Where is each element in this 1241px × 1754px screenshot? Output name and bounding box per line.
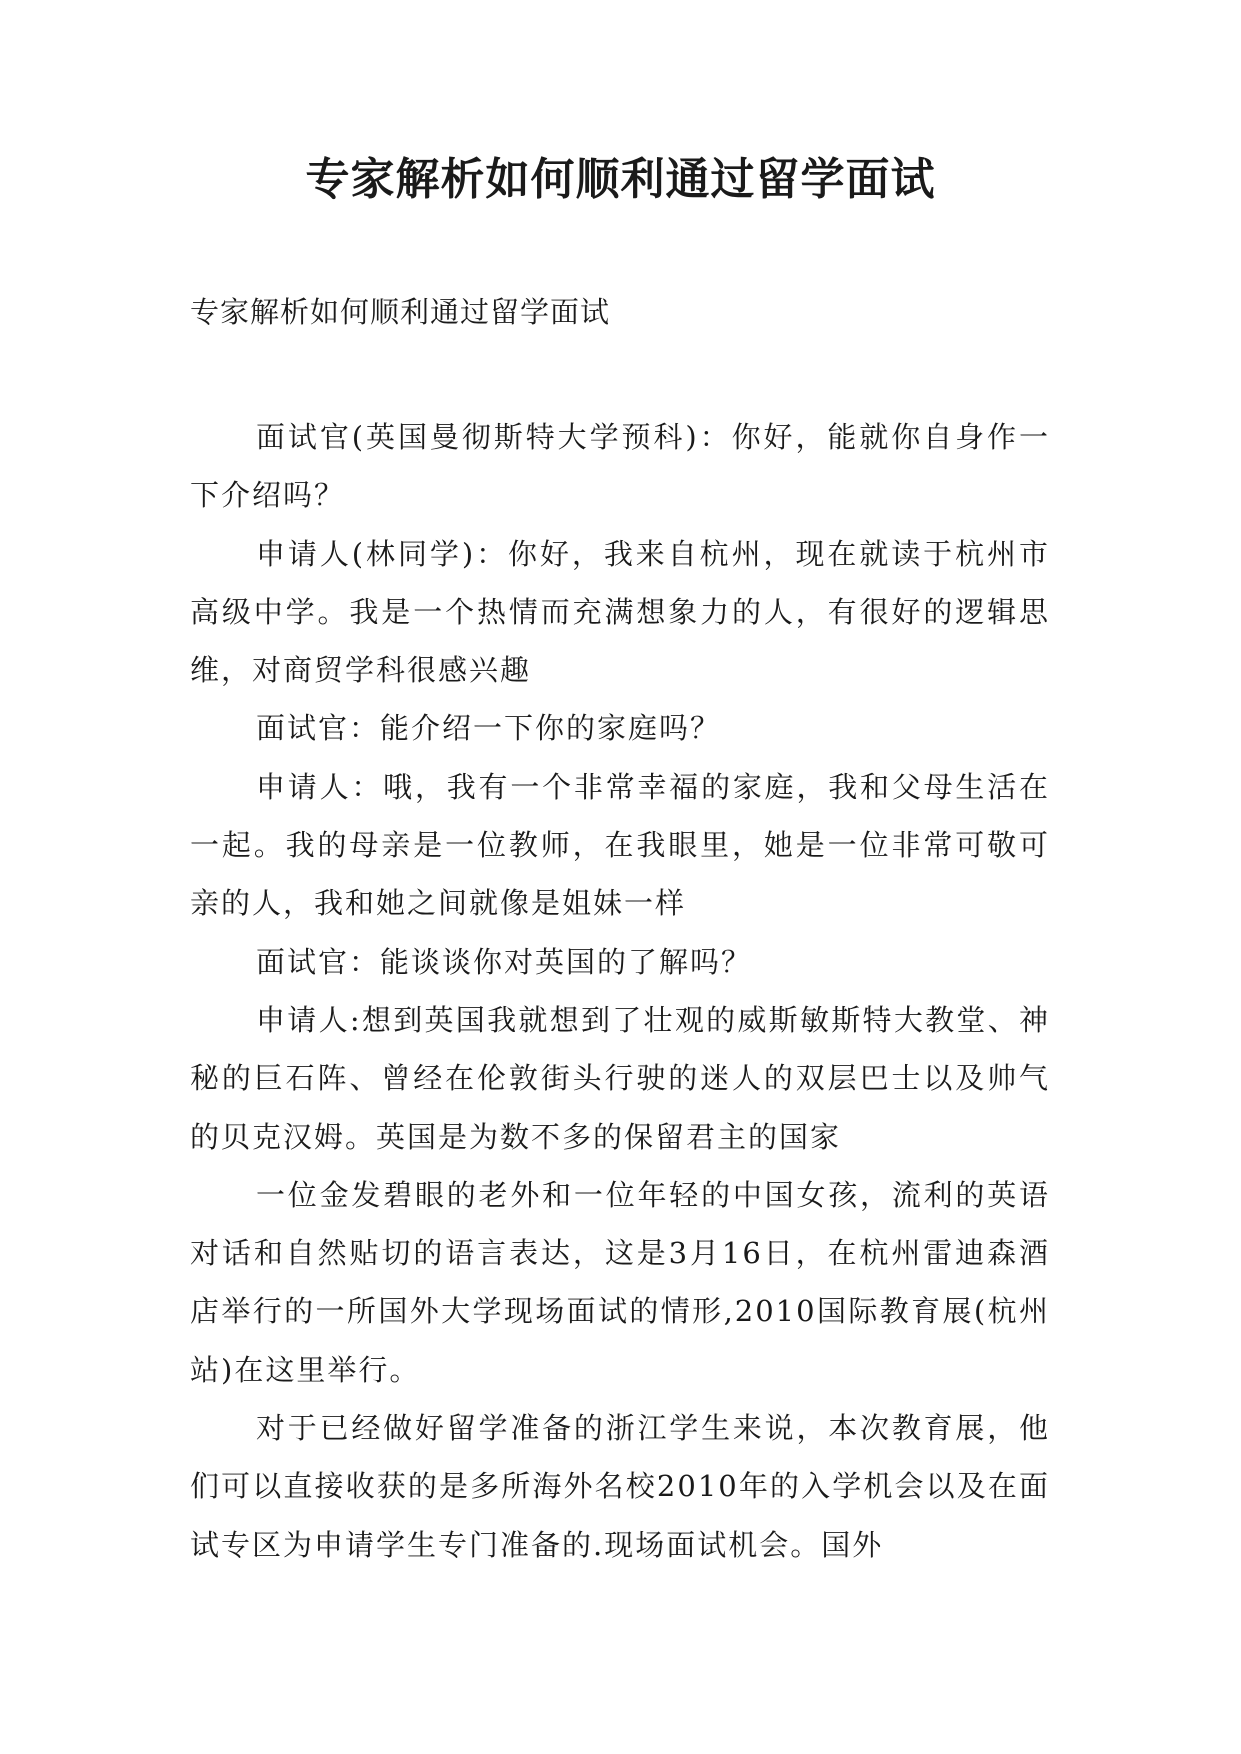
document-subtitle: 专家解析如何顺利通过留学面试 bbox=[190, 295, 611, 329]
paragraph: 申请人:想到英国我就想到了壮观的威斯敏斯特大教堂、神秘的巨石阵、曾经在伦敦街头行驶的迷人的双层巴士以及帅气的贝克汉姆。英国是为数不多的保留君主的国家 bbox=[190, 1002, 1050, 1154]
paragraph: 申请人(林同学)：你好，我来自杭州，现在就读于杭州市高级中学。我是一个热情而充满想象力的人，有很好的逻辑思维，对商贸学科很感兴趣 bbox=[190, 536, 1050, 688]
document-body bbox=[190, 408, 1050, 1574]
paragraph: 对于已经做好留学准备的浙江学生来说，本次教育展，他们可以直接收获的是多所海外名校2010年的入学机会以及在面试专区为申请学生专门准备的.现场面试机会。国外 bbox=[190, 1411, 1050, 1562]
paragraph: 一位金发碧眼的老外和一位年轻的中国女孩，流利的英语对话和自然贴切的语言表达，这是3月16日，在杭州雷迪森酒店举行的一所国外大学现场面试的情形,2010国际教育展(杭州站)在这里举行。 bbox=[190, 1177, 1050, 1387]
paragraph: 面试官：能介绍一下你的家庭吗？ bbox=[256, 711, 722, 746]
paragraph: 面试官：能谈谈你对英国的了解吗？ bbox=[256, 944, 753, 979]
paragraph: 面试官(英国曼彻斯特大学预科)：你好，能就你自身作一下介绍吗？ bbox=[190, 420, 1050, 513]
paragraph: 申请人：哦，我有一个非常幸福的家庭，我和父母生活在一起。我的母亲是一位教师，在我眼里，她是一位非常可敬可亲的人，我和她之间就像是姐妹一样 bbox=[190, 769, 1050, 921]
document-title: 专家解析如何顺利通过留学面试 bbox=[305, 154, 936, 205]
